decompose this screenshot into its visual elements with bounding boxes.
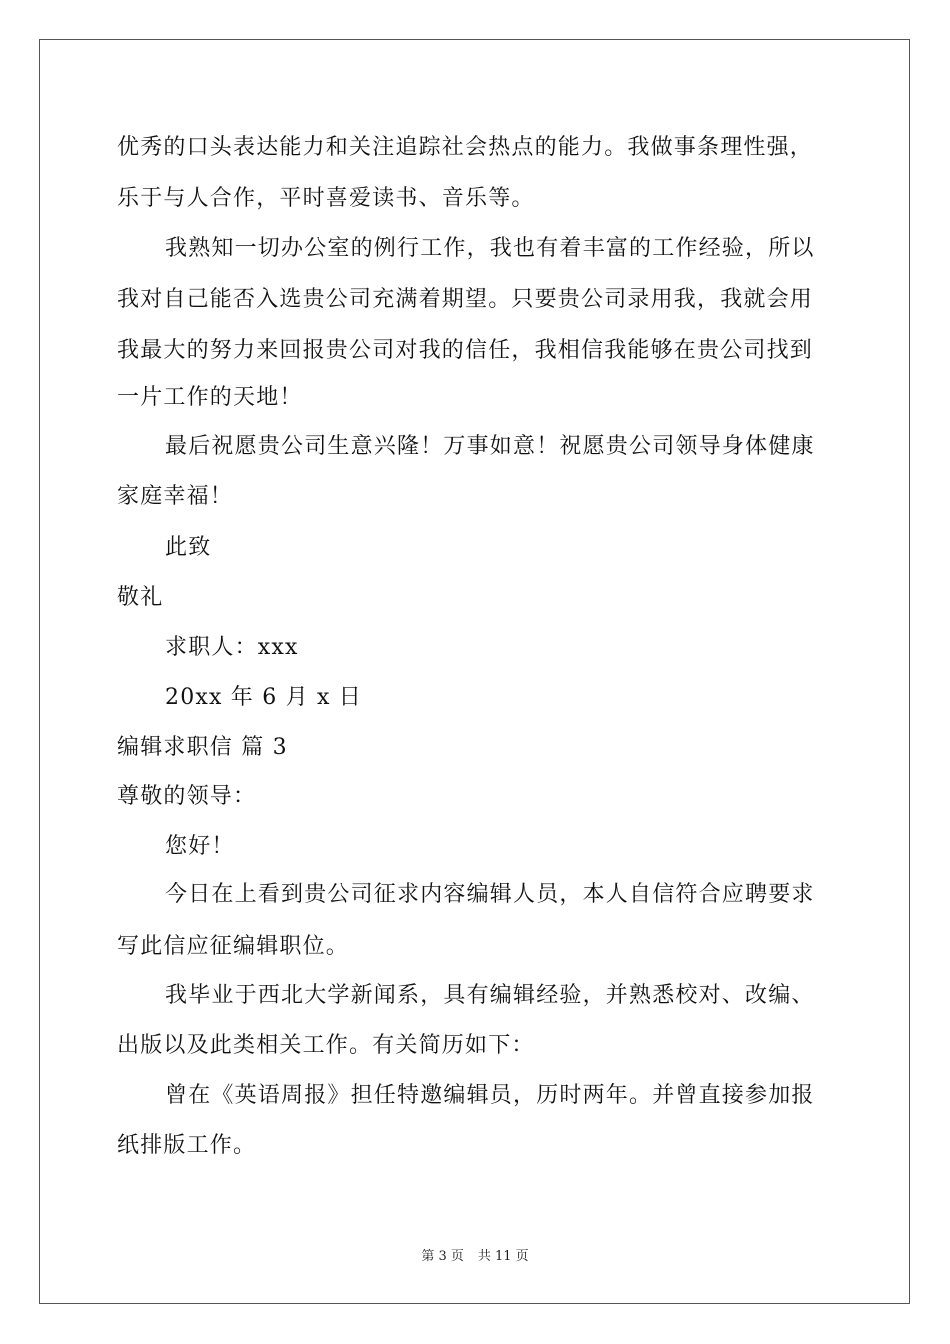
text-line: 乐于与人合作，平时喜爱读书、音乐等。 (117, 186, 535, 211)
text-line: 我对自己能否入选贵公司充满着期望。只要贵公司录用我，我就会用 (117, 287, 814, 312)
text-line: 纸排版工作。 (117, 1133, 257, 1158)
page-number: 第 3 页 (421, 1249, 464, 1264)
text-line: 我毕业于西北大学新闻系，具有编辑经验，并熟悉校对、改编、 (165, 983, 815, 1008)
page-border (39, 39, 910, 1304)
text-line: 今日在上看到贵公司征求内容编辑人员，本人自信符合应聘要求 (165, 882, 815, 907)
text-line: 我最大的努力来回报贵公司对我的信任，我相信我能够在贵公司找到 (117, 338, 814, 363)
salutation-line: 此致 (165, 535, 212, 560)
closing-line: 敬礼 (117, 585, 164, 610)
text-line: 优秀的口头表达能力和关注追踪社会热点的能力。我做事条理性强， (117, 135, 814, 160)
page-total: 共 11 页 (477, 1249, 529, 1264)
text-line: 最后祝愿贵公司生意兴隆！万事如意！祝愿贵公司领导身体健康 (165, 434, 815, 459)
text-line: 我熟知一切办公室的例行工作，我也有着丰富的工作经验，所以 (165, 236, 815, 261)
page-footer (0, 1248, 950, 1266)
applicant-line: 求职人：xxx (165, 635, 299, 660)
section-heading: 编辑求职信 篇 3 (117, 735, 288, 760)
date-line: 20xx 年 6 月 x 日 (165, 685, 362, 710)
text-line: 曾在《英语周报》担任特邀编辑员，历时两年。并曾直接参加报 (165, 1083, 815, 1108)
text-line: 出版以及此类相关工作。有关简历如下： (117, 1033, 535, 1058)
greeting-line: 尊敬的领导： (117, 784, 257, 809)
text-line: 一片工作的天地！ (117, 385, 303, 410)
text-line: 家庭幸福！ (117, 484, 234, 509)
text-line: 写此信应征编辑职位。 (117, 934, 350, 959)
greeting-line: 您好！ (165, 834, 235, 859)
